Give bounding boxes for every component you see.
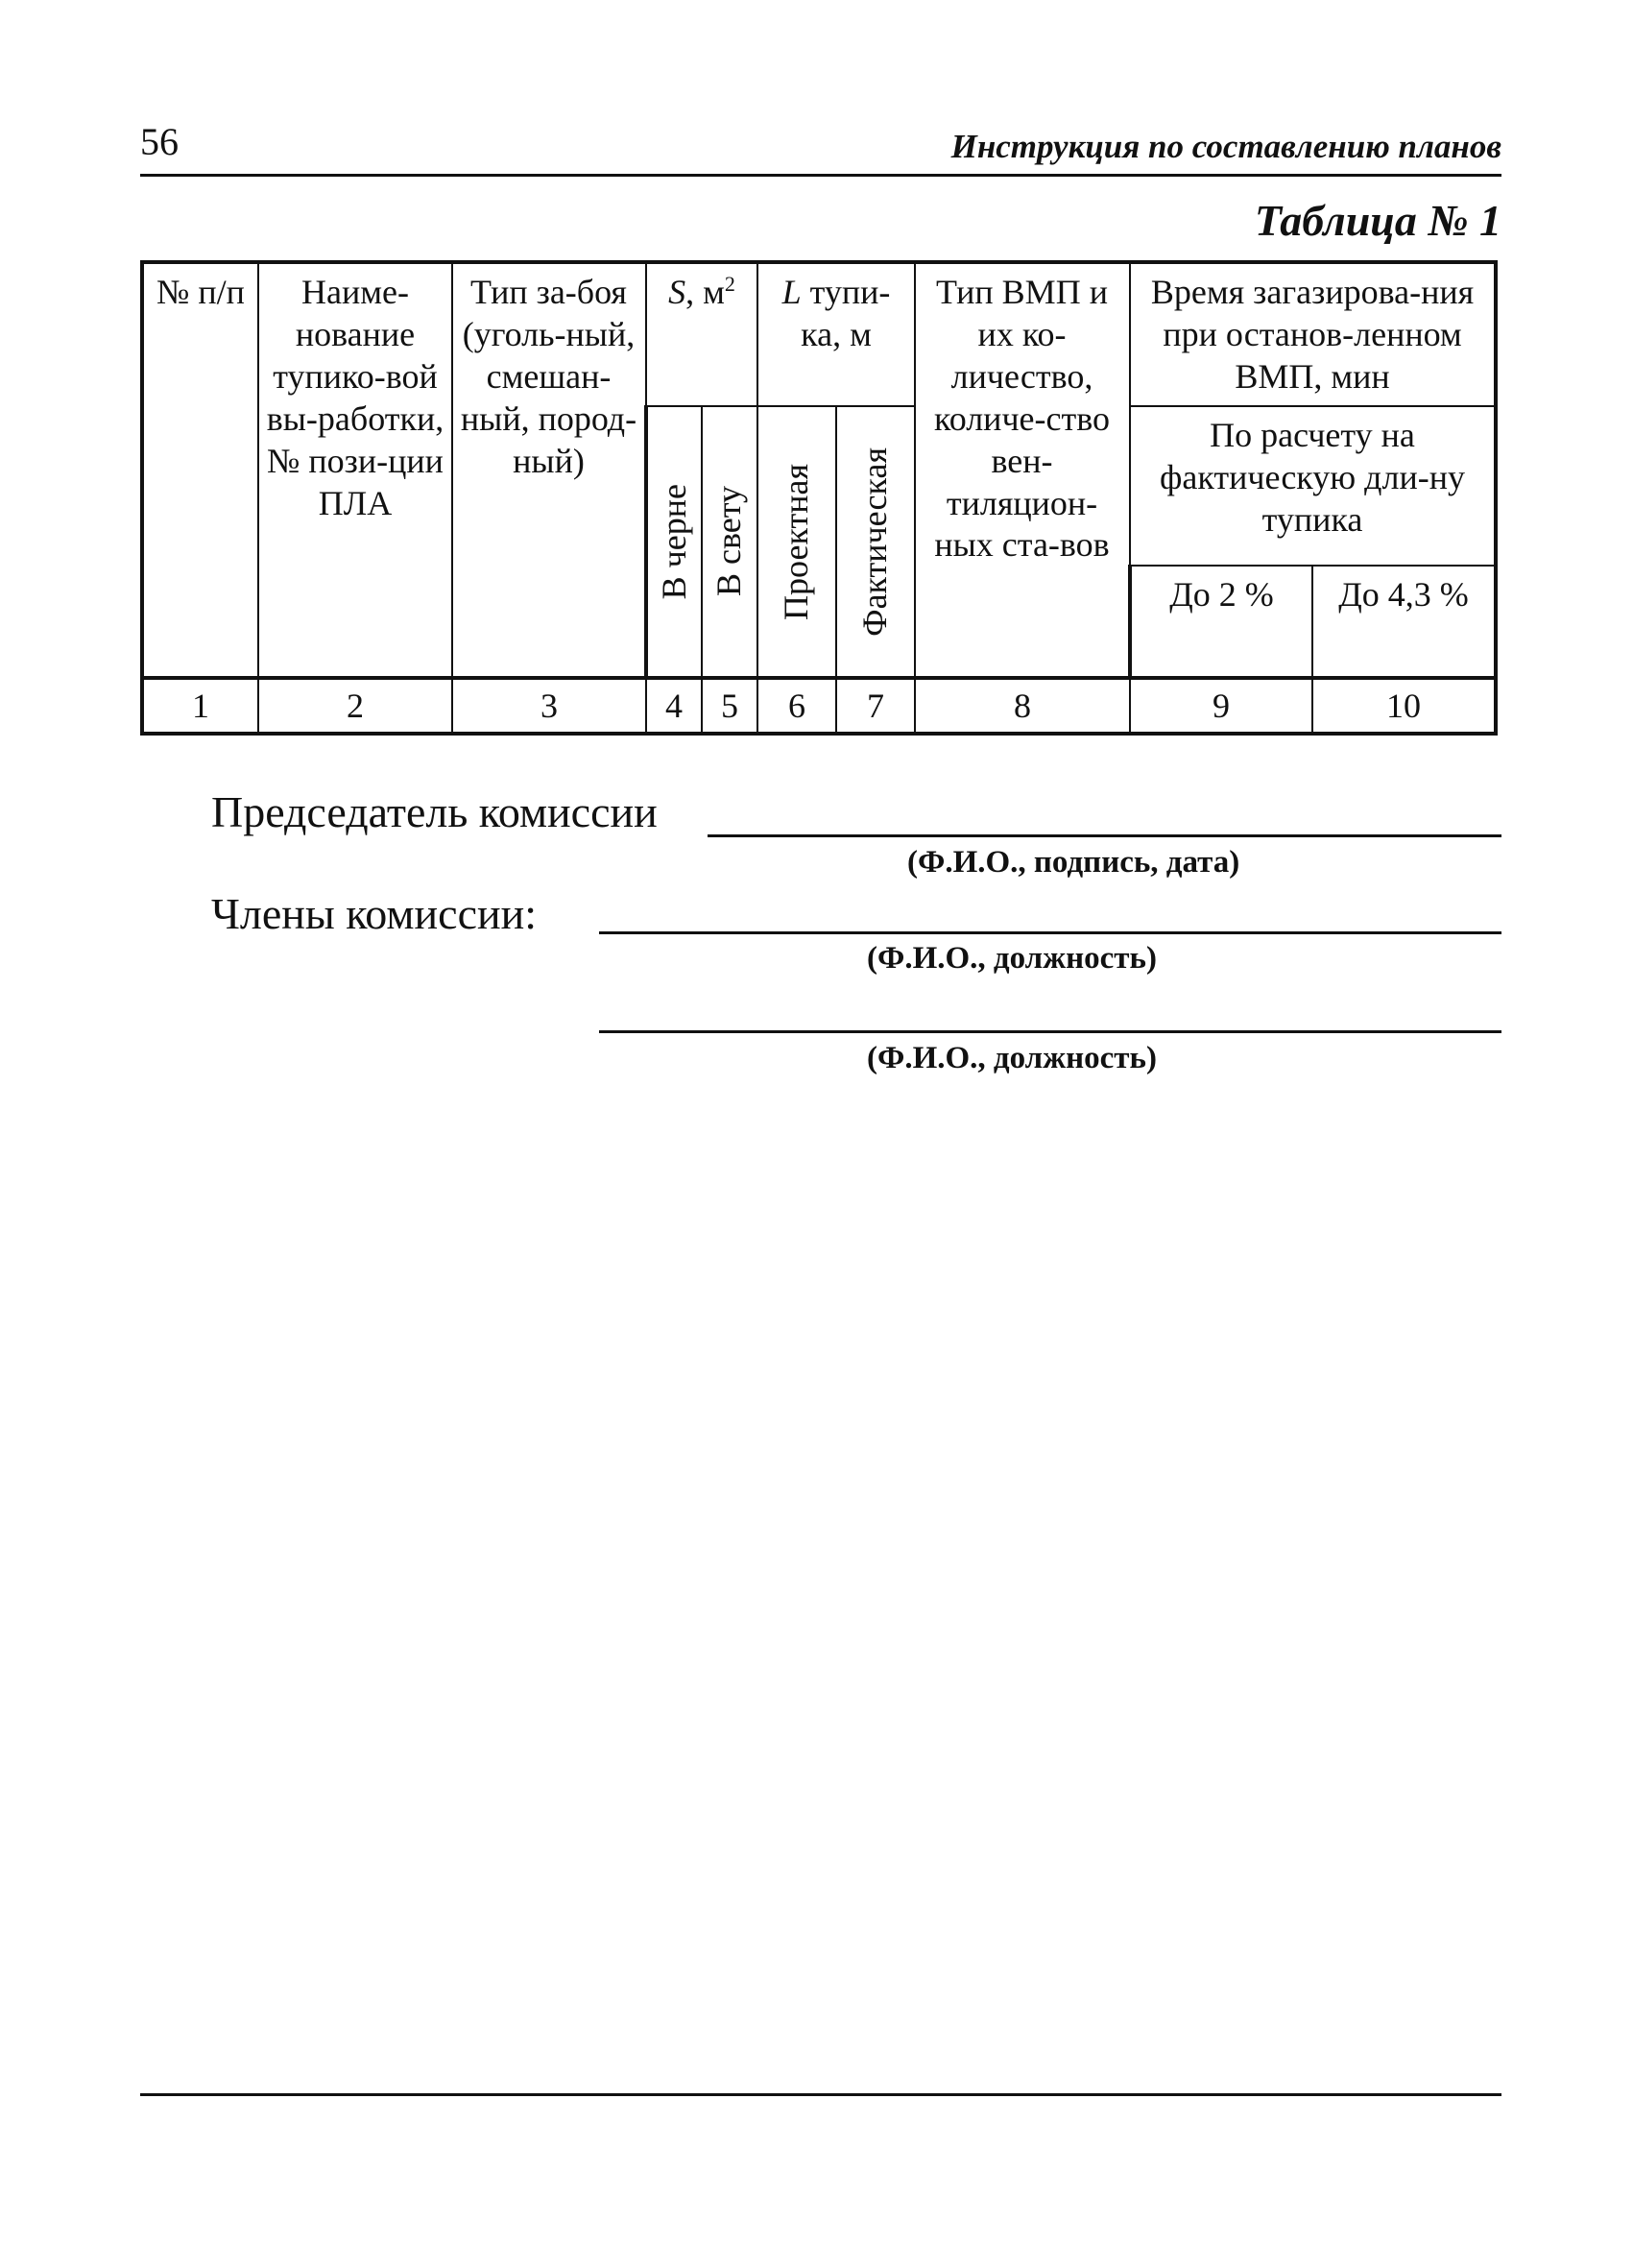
header-col1: № п/п [142, 262, 258, 678]
header-col7: Фактическая [836, 406, 915, 678]
page-number: 56 [140, 120, 179, 163]
header-calc-group: По расчету на фактическую дли-ну тупика [1130, 406, 1496, 566]
footer-rule [140, 2093, 1501, 2096]
col-number: 7 [836, 678, 915, 734]
col-number: 8 [915, 678, 1130, 734]
header-area-sup: 2 [724, 272, 735, 296]
member-caption-2: (Ф.И.О., должность) [867, 1041, 1157, 1075]
member-caption-1: (Ф.И.О., должность) [867, 941, 1157, 976]
header-length [757, 262, 915, 406]
header-col9: До 2 % [1130, 566, 1312, 679]
col-number: 10 [1312, 678, 1496, 734]
chairman-label: Председатель комиссии [211, 787, 658, 836]
member-signature-line-1 [599, 931, 1501, 934]
header-col5: В свету [702, 406, 757, 678]
header-time-group: Время загазирова-ния при останов-ленном ВМП, мин [1130, 262, 1496, 406]
table-caption: Таблица № 1 [1254, 196, 1501, 245]
header-length-text: тупи-ка, м [801, 273, 891, 353]
header-col8: Тип ВМП и их ко-личество, количе-ство вен-тиляцион-ных ста-вов [915, 262, 1130, 678]
col-number: 4 [646, 678, 702, 734]
col-number: 5 [702, 678, 757, 734]
member-signature-line-2 [599, 1030, 1501, 1033]
running-title: Инструкция по составлению планов [950, 128, 1501, 165]
header-length-var: L [781, 273, 802, 311]
table-1 [140, 260, 1498, 736]
col-number: 1 [142, 678, 258, 734]
header-col10: До 4,3 % [1312, 566, 1496, 679]
header-col6: Проектная [757, 406, 836, 678]
col-number: 6 [757, 678, 836, 734]
header-area-unit: , м [685, 273, 725, 311]
header-col4: В черне [646, 406, 702, 678]
chairman-caption: (Ф.И.О., подпись, дата) [907, 845, 1240, 880]
header-area-var: S [668, 273, 686, 311]
chairman-signature-line [708, 834, 1501, 837]
col-number: 9 [1130, 678, 1312, 734]
col-number: 2 [258, 678, 452, 734]
header-col2: Наиме-нование тупико-вой вы-работки, № пози-ции ПЛА [258, 262, 452, 678]
header-col3: Тип за-боя (уголь-ный, смешан-ный, пород-ный) [452, 262, 646, 678]
column-numbers-row [142, 678, 1496, 734]
members-label: Члены комиссии: [211, 889, 538, 938]
header-rule [140, 174, 1501, 177]
col-number: 3 [452, 678, 646, 734]
header-area [646, 262, 757, 406]
